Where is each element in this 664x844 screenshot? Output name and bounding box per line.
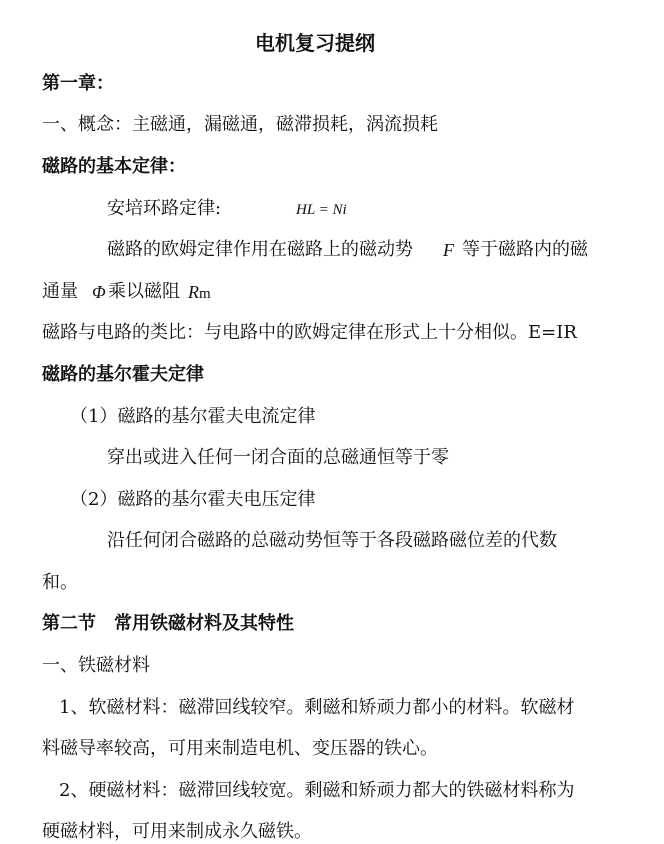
ohm-law-text-2a: 通量 xyxy=(42,281,78,302)
soft-magnetic-text-2: 料磁导率较高，可用来制造电机、变压器的铁心。 xyxy=(42,738,438,759)
section-2-heading: 第二节 常用铁磁材料及其特性 xyxy=(42,613,294,634)
basic-law-heading: 磁路的基本定律： xyxy=(42,156,186,177)
hard-magnetic-text-1: 2、硬磁材料：磁滞回线较宽。剩磁和矫顽力都大的铁磁材料称为 xyxy=(59,780,575,801)
soft-magnetic-text-1: 1、软磁材料：磁滞回线较窄。剩磁和矫顽力都小的材料。软磁材 xyxy=(59,697,575,718)
symbol-reluctance-r-letter: R xyxy=(188,282,199,302)
kcl-text: 穿出或进入任何一闭合面的总磁通恒等于零 xyxy=(107,447,449,468)
chapter-heading: 第一章： xyxy=(42,73,114,94)
document-title: 电机复习提纲 xyxy=(255,31,375,55)
ohm-law-text-1a: 磁路的欧姆定律作用在磁路上的磁动势 xyxy=(107,239,413,260)
ohm-law-text-1b: 等于磁路内的磁 xyxy=(462,239,588,260)
kirchhoff-heading: 磁路的基尔霍夫定律 xyxy=(42,364,204,385)
symbol-reluctance-subscript: m xyxy=(199,286,211,302)
analogy-line: 磁路与电路的类比：与电路中的欧姆定律在形式上十分相似。E=IR xyxy=(42,322,577,343)
kvl-text-2: 和。 xyxy=(42,572,78,593)
kvl-heading: （2）磁路的基尔霍夫电压定律 xyxy=(70,489,316,510)
kvl-text-1: 沿任何闭合磁路的总磁动势恒等于各段磁路磁位差的代数 xyxy=(107,530,557,551)
symbol-reluctance-r xyxy=(188,280,211,306)
ohm-law-text-2b: 乘以磁阻 xyxy=(108,281,180,302)
symbol-mmf-f: F xyxy=(443,240,454,260)
ampere-law-label: 安培环路定律: xyxy=(107,198,222,219)
kcl-heading: （1）磁路的基尔霍夫电流定律 xyxy=(70,406,316,427)
ferro-heading: 一、铁磁材料 xyxy=(42,655,150,676)
hard-magnetic-text-2: 硬磁材料，可用来制成永久磁铁。 xyxy=(42,821,312,842)
concepts-line: 一、概念：主磁通，漏磁通，磁滞损耗，涡流损耗 xyxy=(42,114,438,135)
symbol-flux-phi: Φ xyxy=(92,282,106,302)
ampere-law-formula: HL = Ni xyxy=(296,202,347,218)
